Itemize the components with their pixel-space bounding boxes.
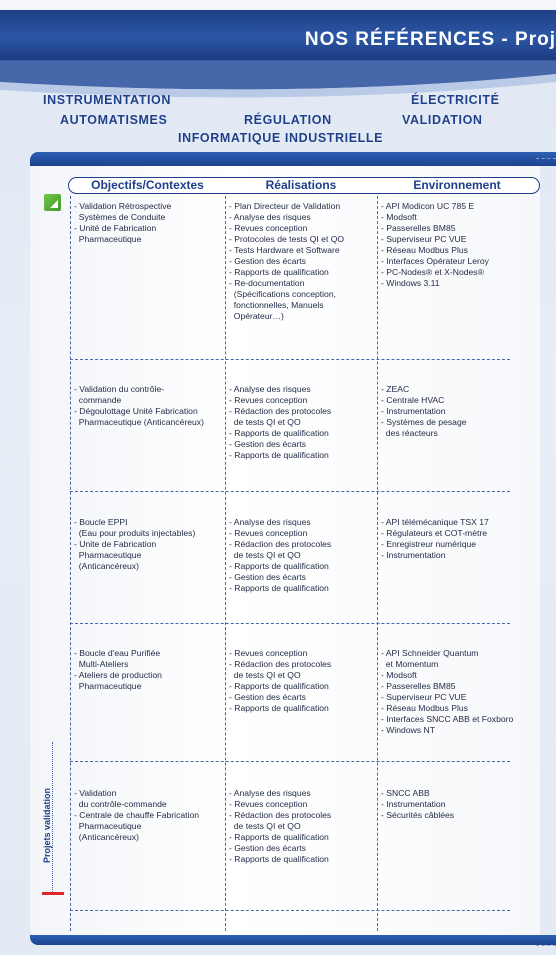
column-header-environnement: Environnement <box>413 178 501 192</box>
column-divider <box>225 196 226 931</box>
table-cell-realisations: - Plan Directeur de Validation - Analyse des risques - Revues conception - Protocoles de tests QI et QO - Tests Hardware et Software - Gestion des écarts - Rapports de qualification - Re-documentation (Spécifications conception, fonctionnelles, Manuels Opérateur…) <box>229 201 345 321</box>
row-divider <box>70 910 510 911</box>
table-cell-environnement: - API Schneider Quantum et Momentum - Modsoft - Passerelles BM85 - Superviseur PC VUE - Réseau Modbus Plus - Interfaces SNCC ABB et Foxboro - Windows NT <box>381 648 514 735</box>
column-divider <box>70 196 71 931</box>
edge-dash-bottom <box>536 945 556 946</box>
table-cell-objectifs: - Boucle d'eau Purifiée Multi-Ateliers - Ateliers de production Pharmaceutique <box>74 648 162 691</box>
column-divider <box>377 196 378 931</box>
row-divider <box>70 491 510 492</box>
table-cell-realisations: - Analyse des risques - Revues conception - Rédaction des protocoles de tests QI et QO - Rapports de qualification - Gestion des écarts - Rapports de qualification <box>229 788 332 864</box>
row-divider <box>70 359 510 360</box>
category-regulation: RÉGULATION <box>244 113 332 127</box>
sidebar-dotted-line <box>52 742 53 892</box>
panel-bottom-bar <box>30 935 556 945</box>
column-header-objectifs: Objectifs/Contextes <box>91 178 204 192</box>
table-cell-environnement: - API télémécanique TSX 17 - Régulateurs et COT-mètre - Enregistreur numérique - Instrumentation <box>381 517 489 560</box>
category-validation: VALIDATION <box>402 113 483 127</box>
table-cell-objectifs: - Validation Rétrospective Systèmes de Conduite - Unité de Fabrication Pharmaceutique <box>74 201 172 244</box>
header-banner <box>0 10 556 60</box>
row-divider <box>70 761 510 762</box>
page-title: NOS RÉFÉRENCES - Proj <box>304 29 556 50</box>
table-cell-objectifs: - Validation du contrôle- commande - Dégoulottage Unité Fabrication Pharmaceutique (Anticancéreux) <box>74 384 204 427</box>
category-informatique-industrielle: INFORMATIQUE INDUSTRIELLE <box>178 131 384 145</box>
table-cell-realisations: - Analyse des risques - Revues conception - Rédaction des protocoles de tests QI et QO - Rapports de qualification - Gestion des écarts - Rapports de qualification <box>229 517 332 593</box>
table-cell-objectifs: - Boucle EPPI (Eau pour produits injectables) - Unite de Fabrication Pharmaceutique (Anticancéreux) <box>74 517 196 571</box>
column-header-realisations: Réalisations <box>265 178 337 192</box>
green-corner-icon <box>44 194 61 211</box>
table-cell-environnement: - ZEAC - Centrale HVAC - Instrumentation - Systèmes de pesage des réacteurs <box>381 384 467 438</box>
sidebar-label: Projets validation <box>42 787 52 863</box>
table-cell-realisations: - Revues conception - Rédaction des protocoles de tests QI et QO - Rapports de qualification - Gestion des écarts - Rapports de qualification <box>229 648 332 713</box>
table-cell-environnement: - API Modicon UC 785 E - Modsoft - Passerelles BM85 - Superviseur PC VUE - Réseau Modbus Plus - Interfaces Opérateur Leroy - PC-Nodes® et X-Nodes® - Windows 3.11 <box>381 201 489 288</box>
top-strip <box>0 0 556 10</box>
category-automatismes: AUTOMATISMES <box>60 113 168 127</box>
table-cell-realisations: - Analyse des risques - Revues conception - Rédaction des protocoles de tests QI et QO - Rapports de qualification - Gestion des écarts - Rapports de qualification <box>229 384 332 460</box>
category-instrumentation: INSTRUMENTATION <box>43 93 171 107</box>
row-divider <box>70 623 510 624</box>
panel-top-bar <box>30 152 556 166</box>
edge-dash-top <box>536 158 556 159</box>
table-cell-environnement: - SNCC ABB - Instrumentation - Sécurités câblées <box>381 788 455 820</box>
table-cell-objectifs: - Validation du contrôle-commande - Centrale de chauffe Fabrication Pharmaceutique (Anticancéreux) <box>74 788 199 842</box>
sidebar-red-marker <box>42 892 64 895</box>
category-electricite: ÉLECTRICITÉ <box>411 93 500 107</box>
